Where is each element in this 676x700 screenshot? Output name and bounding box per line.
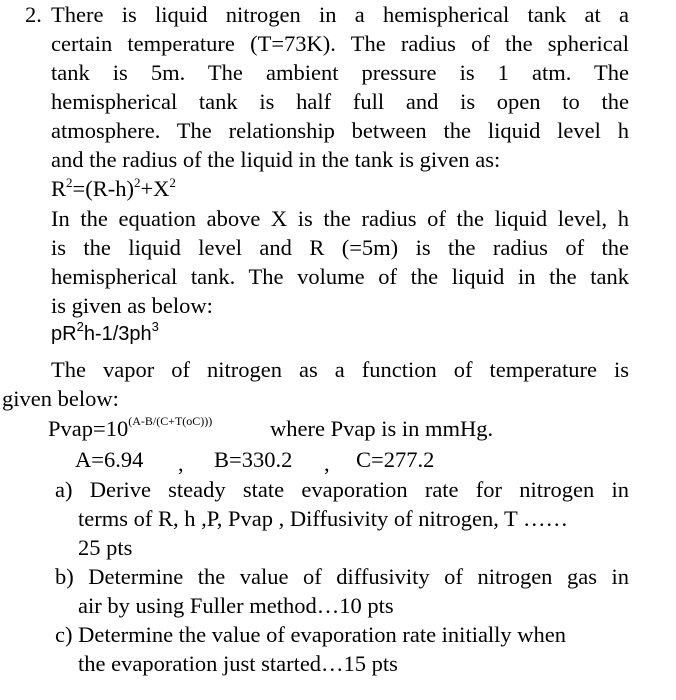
eq1-part: R — [51, 176, 67, 201]
intro-line: atmosphere. The relationship between the liquid level h — [51, 118, 629, 143]
constant-c: C=277.2 — [356, 447, 435, 472]
eq2-sup: 2 — [76, 319, 84, 335]
part-c-line: c) Determine the value of evaporation rate initially when — [55, 622, 567, 647]
eq1-sup: 2 — [66, 174, 73, 190]
vapor-line: given below: — [2, 386, 119, 411]
part-c-line: the evaporation just started…15 pts — [78, 651, 398, 676]
part-a-line: a) Derive steady state evaporation rate for nitrogen in — [55, 477, 629, 502]
explain-line: is given as below: — [51, 293, 213, 318]
constant-separator: , — [324, 451, 330, 476]
vapor-line: The vapor of nitrogen as a function of temperature is — [51, 357, 629, 382]
eq1-sup: 2 — [133, 174, 141, 190]
constant-b: B=330.2 — [214, 447, 293, 472]
equation-circle-relation — [51, 174, 176, 203]
intro-line: tank is 5m. The ambient pressure is 1 atm. The — [51, 60, 629, 85]
intro-line: hemispherical tank is half full and is open to the — [51, 89, 629, 114]
explain-line: In the equation above X is the radius of the liquid level, h — [51, 206, 629, 231]
equation-vapor-pressure — [48, 414, 212, 443]
eq1-sup: 2 — [169, 174, 176, 190]
intro-line: and the radius of the liquid in the tank is given as: — [51, 147, 501, 172]
eq1-part: =(R-h) — [72, 176, 134, 201]
part-a-line: terms of R, h ,P, Pvap , Diffusivity of nitrogen, T …… — [78, 506, 569, 531]
eq2-part: h-1/3ph — [83, 323, 152, 345]
intro-line: There is liquid nitrogen in a hemispherical tank at a — [51, 2, 629, 27]
eq2-sup: 3 — [151, 319, 159, 335]
intro-line: certain temperature (T=73K). The radius of the spherical — [51, 31, 629, 56]
explain-line: is the liquid level and R (=5m) is the radius of the — [51, 235, 629, 260]
constant-a: A=6.94 — [75, 447, 144, 472]
explain-line: hemispherical tank. The volume of the liquid in the tank — [51, 264, 629, 289]
problem-number: 2. — [25, 2, 42, 27]
eq1-part: +X — [140, 176, 170, 201]
part-a-line: 25 pts — [78, 535, 133, 560]
eq3-base: Pvap=10 — [48, 416, 129, 441]
eq2-part: pR — [51, 323, 77, 345]
part-b-line: b) Determine the value of diffusivity of nitrogen gas in — [55, 564, 629, 589]
equation-volume — [51, 320, 159, 349]
eq3-exponent: (A-B/(C+T(oC))) — [128, 413, 213, 428]
eq3-unit-note: where Pvap is in mmHg. — [270, 416, 494, 441]
part-b-line: air by using Fuller method…10 pts — [78, 593, 394, 618]
constant-separator: , — [178, 451, 184, 476]
